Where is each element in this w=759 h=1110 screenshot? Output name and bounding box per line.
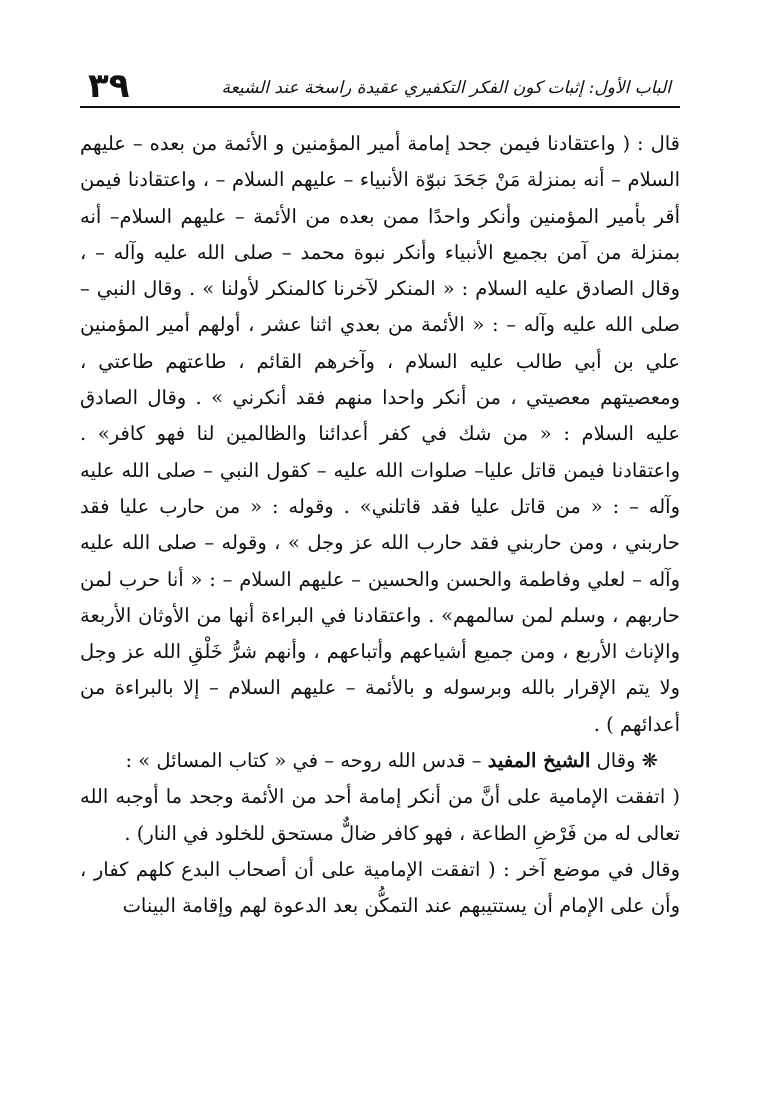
mufid-lead: وقال [596,749,636,773]
paragraph-quote-2: ( اتفقت الإمامية على أنَّ من أنكر إمامة أحد من الأئمة وجحد ما أوجبه الله تعالى له من فَرْضِ الطاعة ، فهو كافر ضالٌّ مستحق للخلود في النار) . [80,785,680,845]
running-header-title: الباب الأول: إثبات كون الفكر التكفيري عقيدة راسخة عند الشيعة [221,78,671,98]
paragraph-quote-1: قال : ( واعتقادنا فيمن جحد إمامة أمير المؤمنين و الأئمة من بعده – عليهم السلام – أنه بمنزلة مَنْ جَحَدَ نبوّة الأنبياء – عليهم السلام – ، واعتقادنا فيمن أقر بأمير المؤمنين وأنكر واحدًا ممن بعده من الأئمة – عليهم السلام– أنه بمنزلة من آمن بجميع الأنبياء وأنكر نبوة محمد – صلى الله عليه وآله – ، وقال الصادق عليه السلام : « المنكر لآخرنا كالمنكر لأولنا » . وقال النبي – صلى الله عليه وآله – : « الأئمة من بعدي اثنا عشر ، أولهم أمير المؤمنين علي بن أبي طالب عليه السلام ، وآخرهم القائم ، طاعتهم طاعتي ، ومعصيتهم معصيتي ، من أنكر واحدا منهم فقد أنكرني » . وقال الصادق عليه السلام : « من شك في كفر أعدائنا والظالمين لنا فهو كافر» . واعتقادنا فيمن قاتل عليا– صلوات الله عليه – كقول النبي – صلى الله عليه وآله – : « من قاتل عليا فقد قاتلني» . وقوله : « من حارب عليا فقد حاربني ، ومن حاربني فقد حارب الله عز وجل » ، وقوله – صلى الله عليه وآله – لعلي وفاطمة والحسن والحسين – عليهم السلام – : « أنا حرب لمن حاربهم ، وسلم لمن سالمهم» . واعتقادنا في البراءة أنها من الأوثان الأربعة والإناث الأربع ، ومن جميع أشياعهم وأتباعهم ، وأنهم شرُّ خَلْقِ الله عز وجل ولا يتم الإقرار بالله وبرسوله و بالأئمة – عليهم السلام – إلا بالبراءة من أعدائهم ) . [80,132,680,736]
star-ornament: ❋ [641,749,658,773]
header-rule [80,106,680,108]
mufid-rest: – قدس الله روحه – في « كتاب المسائل » : [125,749,482,773]
paragraph-quote-3: وقال في موضع آخر : ( اتفقت الإمامية على أن أصحاب البدع كلهم كفار ، وأن على الإمام أن يستتيبهم عند التمكُّن بعد الدعوة لهم وإقامة البينات [80,857,680,918]
paragraph-mufid-intro [80,743,680,779]
mufid-name: الشيخ المفيد [487,749,591,773]
page-number: ٣٩ [88,66,130,106]
page-body [80,126,680,925]
